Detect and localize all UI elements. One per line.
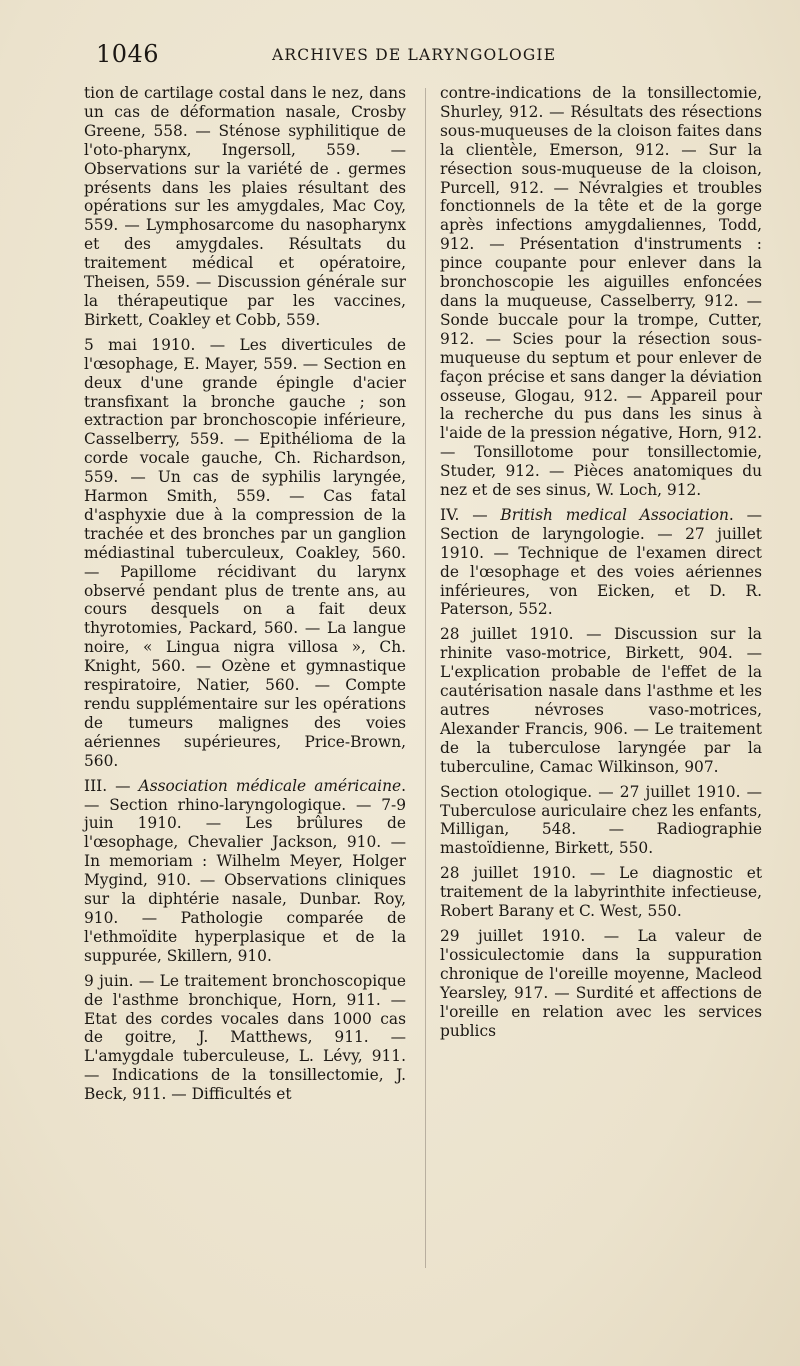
- column-divider: [425, 88, 426, 1268]
- right-paragraph-5: 28 juillet 1910. — Le diagnostic et traitement de la labyrinthite infectieuse, Robert Barany et C. West, 550.: [440, 864, 762, 921]
- right-paragraph-3: 28 juillet 1910. — Discussion sur la rhinite vaso-motrice, Birkett, 904. — L'explication probable de l'effet de la cautérisation nasale dans l'asthme et les autres névroses vaso-motrices, Alexander Francis, 906. — Le traitement de la tuberculose laryngée par la tuberculine, Camac Wilkinson, 907.: [440, 625, 762, 776]
- association-name: Association médicale américaine: [138, 776, 402, 795]
- page-number: 1046: [96, 40, 160, 68]
- left-paragraph-2: 5 mai 1910. — Les diverticules de l'œsophage, E. Mayer, 559. — Section en deux d'une grande épingle d'acier transfixant la bronche gauche ; son extraction par bronchoscopie inférieure, Casselberry, 559. — Epithélioma de la corde vocale gauche, Ch. Richardson, 559. — Un cas de syphilis laryngée, Harmon Smith, 559. — Cas fatal d'asphyxie due à la compression de la trachée et des bronches par un ganglion médiastinal tuberculeux, Coakley, 560. — Papillome récidivant du larynx observé pendant plus de trente ans, au cours desquels on a fait deux thyrotomies, Packard, 560. — La langue noire, « Lingua nigra villosa », Ch. Knight, 560. — Ozène et gymnastique respiratoire, Natier, 560. — Compte rendu supplémentaire sur les opérations de tumeurs malignes des voies aériennes supérieures, Price-Brown, 560.: [84, 335, 406, 770]
- left-paragraph-4: 9 juin. — Le traitement bronchoscopique de l'asthme bronchique, Horn, 911. — Etat des cordes vocales dans 1000 cas de goitre, J. Matthews, 911. — L'amygdale tuberculeuse, L. Lévy, 911. — Indications de la tonsillectomie, J. Beck, 911. — Difficultés et: [84, 971, 406, 1104]
- right-column: [440, 84, 762, 1046]
- left-column: [84, 84, 406, 1110]
- page-header: [96, 40, 716, 70]
- right-paragraph-1: contre-indications de la tonsillectomie, Shurley, 912. — Résultats des résections sous-muqueuses de la cloison faites dans la clientèle, Emerson, 912. — Sur la résection sous-muqueuse de la cloison, Purcell, 912. — Névralgies et troubles fonctionnels de la tête et de la gorge après infections amygdaliennes, Todd, 912. — Présentation d'instruments : pince coupante pour enlever dans la bronchoscopie les aiguilles enfoncées dans la muqueuse, Casselberry, 912. — Sonde buccale pour la trompe, Cutter, 912. — Scies pour la résection sous-muqueuse du septum et pour enlever de façon précise et sans danger la déviation osseuse, Glogau, 912. — Appareil pour la recherche du pus dans les sinus à l'aide de la pression négative, Horn, 912. — Tonsillotome pour tonsillectomie, Studer, 912. — Pièces anatomiques du nez et de ses sinus, W. Loch, 912.: [440, 84, 762, 500]
- left-paragraph-3: III. — Association médicale américaine. — Section rhino-laryngologique. — 7-9 juin 1910. — Les brûlures de l'œsophage, Chevalier Jackson, 910. — In memoriam : Wilhelm Meyer, Holger Mygind, 910. — Observations cliniques sur la diphtérie nasale, Dunbar. Roy, 910. — Pathologie comparée de l'ethmoïdite hyperplasique et de la suppurée, Skillern, 910.: [84, 776, 406, 965]
- left-paragraph-1: tion de cartilage costal dans le nez, dans un cas de déformation nasale, Crosby Greene, 558. — Sténose syphilitique de l'oto-pharynx, Ingersoll, 559. — Observations sur la variété de . germes présents dans les plaies résultant des opérations sur les amygdales, Mac Coy, 559. — Lymphosarcome du nasopharynx et des amygdales. Résultats du traitement médical et opératoire, Theisen, 559. — Discussion générale sur la thérapeutique par les vaccines, Birkett, Coakley et Cobb, 559.: [84, 84, 406, 329]
- running-title: ARCHIVES DE LARYNGOLOGIE: [272, 46, 557, 64]
- right-paragraph-4: Section otologique. — 27 juillet 1910. — Tuberculose auriculaire chez les enfants, Milligan, 548. — Radiographie mastoïdienne, Birkett, 550.: [440, 782, 762, 858]
- right-paragraph-6: 29 juillet 1910. — La valeur de l'ossiculectomie dans la suppuration chronique de l'oreille moyenne, Macleod Yearsley, 917. — Surdité et affections de l'oreille en relation avec les services publics: [440, 926, 762, 1040]
- right-paragraph-2: IV. — British medical Association. — Section de laryngologie. — 27 juillet 1910. — Technique de l'examen direct de l'œsophage et des voies aériennes inférieures, von Eicken, et D. R. Paterson, 552.: [440, 505, 762, 619]
- association-name: British medical Association: [500, 505, 729, 524]
